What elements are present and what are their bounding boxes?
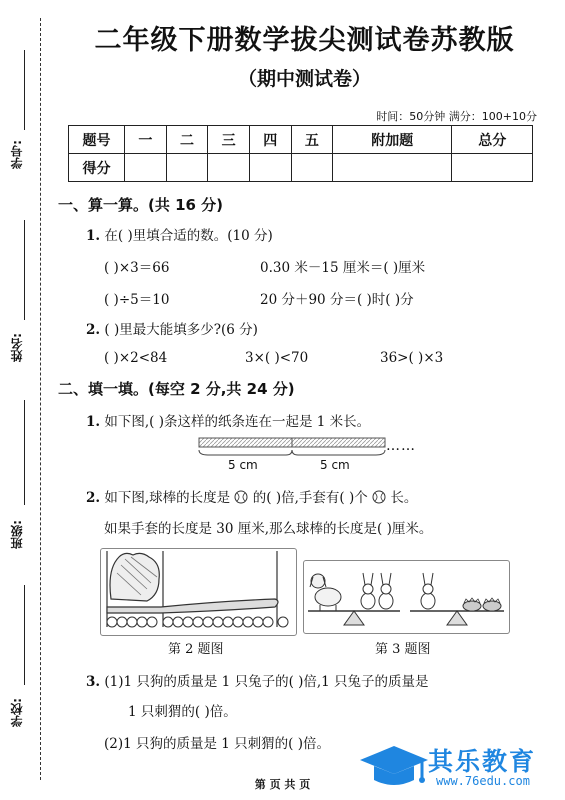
school-label: 学校: bbox=[10, 698, 24, 727]
calc-item: 0.30 米－15 厘米＝( )厘米 bbox=[260, 260, 426, 276]
section-1-title: 一、算一算。(共 16 分) bbox=[58, 196, 224, 214]
calc-item: 20 分＋90 分＝( )时( )分 bbox=[260, 292, 414, 308]
score-cell[interactable] bbox=[249, 154, 291, 182]
number-blank bbox=[24, 50, 25, 130]
ball-icon bbox=[107, 617, 117, 627]
score-header-row bbox=[69, 126, 533, 154]
question-text: 的( )倍,手套有( )个 bbox=[252, 490, 368, 506]
calc-item: ( )÷5＝10 bbox=[104, 292, 170, 308]
class-label: 班级: bbox=[10, 520, 24, 549]
question-number: 3. bbox=[86, 674, 101, 690]
page-subtitle: （期中测试卷） bbox=[237, 68, 371, 90]
question-number: 1. bbox=[86, 414, 101, 430]
ball-icon bbox=[243, 617, 253, 627]
row-label: 得分 bbox=[69, 154, 125, 182]
scale-left bbox=[308, 573, 400, 625]
ball-icon bbox=[213, 617, 223, 627]
question-text: 如下图,球棒的长度是 bbox=[104, 490, 231, 506]
question-2-2 bbox=[86, 486, 417, 506]
header-cell: 四 bbox=[249, 126, 291, 154]
binding-strip bbox=[0, 0, 44, 800]
header-cell: 总分 bbox=[452, 126, 533, 154]
scale-base bbox=[447, 611, 467, 625]
score-row bbox=[69, 154, 533, 182]
brand-url: www.76edu.com bbox=[436, 774, 530, 788]
question-text-line-2: 1 只刺猬的( )倍。 bbox=[128, 704, 237, 720]
scale-base bbox=[344, 611, 364, 625]
school-blank bbox=[24, 585, 25, 685]
question-number: 2. bbox=[86, 490, 101, 506]
header-cell: 题号 bbox=[69, 126, 125, 154]
glove-icon bbox=[110, 553, 159, 601]
header-cell: 一 bbox=[125, 126, 167, 154]
question-text: 长。 bbox=[390, 490, 418, 506]
calc-item: ( )×2<84 bbox=[104, 350, 168, 366]
ball-icon bbox=[234, 490, 248, 504]
score-table bbox=[68, 125, 533, 182]
continuation-dots: …… bbox=[386, 438, 416, 454]
hedgehog-icon bbox=[463, 598, 481, 611]
ball-icon bbox=[183, 617, 193, 627]
ball-icon bbox=[193, 617, 203, 627]
class-blank bbox=[24, 400, 25, 505]
ball-icon bbox=[173, 617, 183, 627]
question-number: 1. bbox=[86, 228, 101, 244]
page-title: 二年级下册数学拔尖测试卷苏教版 bbox=[94, 25, 515, 56]
hedgehog-icon bbox=[483, 598, 501, 611]
header-cell: 二 bbox=[166, 126, 208, 154]
question-text: 在( )里填合适的数。(10 分) bbox=[104, 228, 273, 244]
question-2-3 bbox=[86, 670, 429, 690]
ball-icon bbox=[263, 617, 273, 627]
score-cell[interactable] bbox=[125, 154, 167, 182]
calc-item: 3×( )<70 bbox=[245, 350, 309, 366]
ball-icon bbox=[147, 617, 157, 627]
question-text: 如下图,( )条这样的纸条连在一起是 1 米长。 bbox=[104, 414, 371, 430]
ball-icon bbox=[253, 617, 263, 627]
cut-line bbox=[40, 18, 41, 780]
name-label: 姓名: bbox=[10, 333, 24, 362]
paper-strip-figure bbox=[198, 436, 386, 460]
page-footer: 第 页 共 页 bbox=[254, 778, 311, 791]
time-info: 时间：50分钟 满分：100+10分 bbox=[376, 110, 537, 123]
name-blank bbox=[24, 220, 25, 320]
score-cell[interactable] bbox=[333, 154, 452, 182]
figure-2-caption: 第 2 题图 bbox=[168, 642, 224, 657]
ball-icon bbox=[223, 617, 233, 627]
figure-3-caption: 第 3 题图 bbox=[375, 642, 431, 657]
strip-length-label: 5 cm bbox=[320, 458, 350, 472]
question-1-2 bbox=[86, 318, 258, 338]
section-2-title: 二、填一填。(每空 2 分,共 24 分) bbox=[58, 380, 295, 398]
question-text: (1)1 只狗的质量是 1 只兔子的( )倍,1 只兔子的质量是 bbox=[104, 674, 429, 690]
question-text-line-2: 如果手套的长度是 30 厘米,那么球棒的长度是( )厘米。 bbox=[104, 521, 433, 537]
ball-icon bbox=[163, 617, 173, 627]
rabbit-icon bbox=[379, 573, 393, 609]
bat-icon bbox=[107, 599, 278, 613]
ball-icon bbox=[233, 617, 243, 627]
ball-icon bbox=[203, 617, 213, 627]
length-brace bbox=[292, 450, 385, 455]
ball-icon bbox=[372, 490, 386, 504]
question-1-1 bbox=[86, 224, 273, 244]
rabbit-icon bbox=[421, 573, 435, 609]
figure-3 bbox=[303, 560, 510, 634]
dog-icon bbox=[310, 574, 341, 611]
ball-row bbox=[107, 617, 288, 627]
rabbit-icon bbox=[361, 573, 375, 609]
strip-length-label: 5 cm bbox=[228, 458, 258, 472]
scale-right bbox=[410, 573, 504, 625]
ball-icon bbox=[127, 617, 137, 627]
ball-icon bbox=[117, 617, 127, 627]
question-2-1 bbox=[86, 410, 370, 430]
score-cell[interactable] bbox=[291, 154, 333, 182]
brand-name: 其乐教育 bbox=[428, 747, 537, 776]
score-cell[interactable] bbox=[166, 154, 208, 182]
question-text-part-2: (2)1 只狗的质量是 1 只刺猬的( )倍。 bbox=[104, 736, 330, 752]
header-cell: 附加题 bbox=[333, 126, 452, 154]
calc-item: ( )×3＝66 bbox=[104, 260, 170, 276]
header-cell: 五 bbox=[291, 126, 333, 154]
score-cell[interactable] bbox=[452, 154, 533, 182]
question-text: ( )里最大能填多少?(6 分) bbox=[104, 322, 258, 338]
score-cell[interactable] bbox=[208, 154, 250, 182]
number-label: 学号: bbox=[10, 140, 24, 169]
question-number: 2. bbox=[86, 322, 101, 338]
header-cell: 三 bbox=[208, 126, 250, 154]
ball-icon bbox=[278, 617, 288, 627]
length-brace bbox=[199, 450, 292, 455]
figure-2 bbox=[100, 548, 297, 636]
calc-item: 36>( )×3 bbox=[380, 350, 444, 366]
ball-icon bbox=[137, 617, 147, 627]
